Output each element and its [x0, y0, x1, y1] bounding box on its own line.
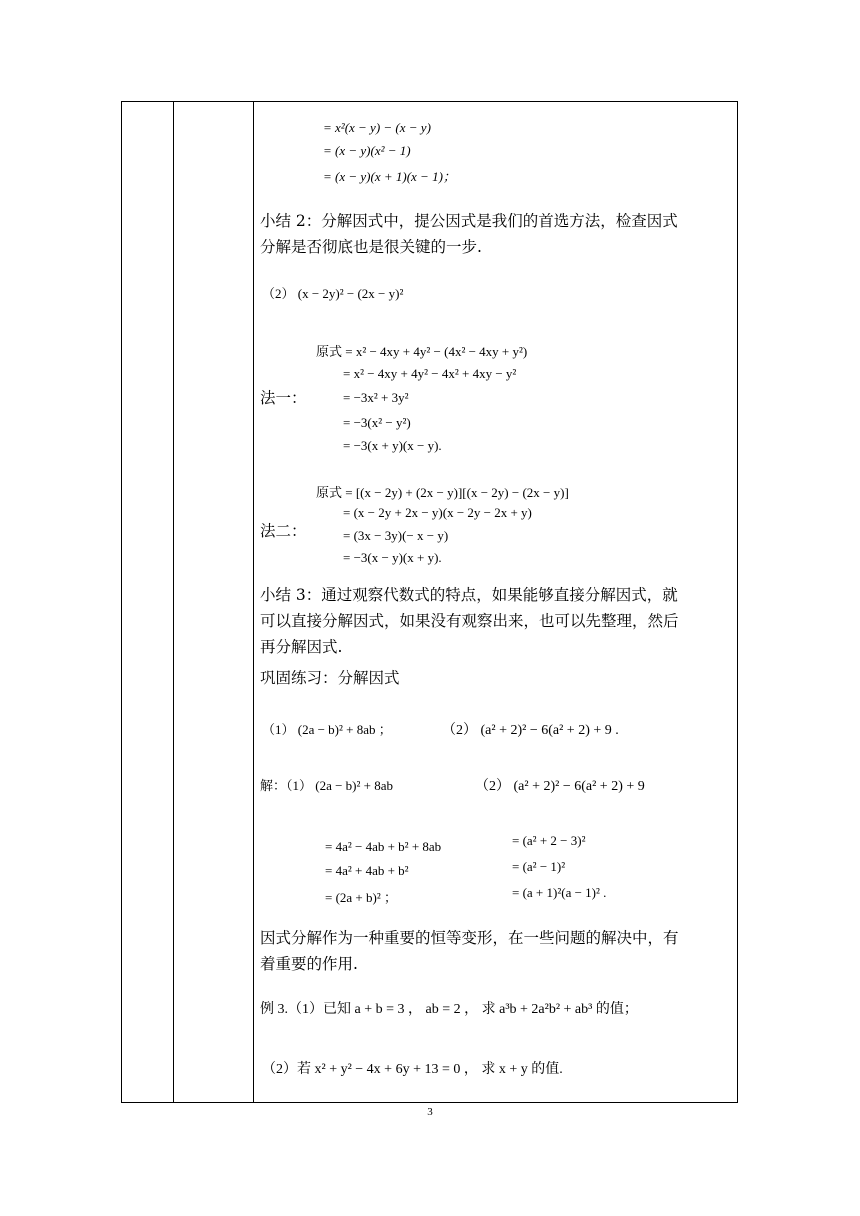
conclusion-line-1: 因式分解作为一种重要的恒等变形，在一些问题的解决中，有	[260, 929, 679, 947]
content-cell	[260, 102, 737, 1102]
column-divider-1	[173, 102, 174, 1102]
method2-line-2: = (x − 2y + 2x − y)(x − 2y − 2x + y)	[343, 505, 532, 520]
page-number: 3	[427, 1106, 433, 1118]
step1-line-3: = (x − y)(x + 1)(x − 1)；	[323, 169, 456, 184]
solution2-line-3: = (a + 1)²(a − 1)² .	[512, 885, 607, 900]
lesson-table	[121, 101, 738, 1103]
method1-line-5: = −3(x + y)(x − y).	[343, 438, 442, 453]
method1-line-4: = −3(x² − y²)	[343, 415, 411, 430]
solution2-line-2: = (a² − 1)²	[512, 859, 566, 874]
solution-q2: （2） (a² + 2)² − 6(a² + 2) + 9	[475, 779, 645, 794]
practice-q1: （1） (2a − b)² + 8ab ；	[262, 722, 392, 737]
example3-q1: 例 3.（1）已知 a + b = 3 ， ab = 2 ， 求 a³b + 2a²b² + ab³ 的值；	[260, 1002, 638, 1017]
method2-line-1: 原式 = [(x − 2y) + (2x − y)][(x − 2y) − (2x − y)]	[316, 485, 569, 500]
method1-line-1: 原式 = x² − 4xy + 4y² − (4x² − 4xy + y²)	[316, 344, 528, 359]
solution-label: 解：（1） (2a − b)² + 8ab	[260, 778, 394, 793]
summary2-line-1: 小结 2：分解因式中，提公因式是我们的首选方法，检查因式	[260, 212, 678, 230]
conclusion-line-2: 着重要的作用.	[260, 955, 358, 973]
example3-q2: （2）若 x² + y² − 4x + 6y + 13 = 0 ， 求 x + y 的值.	[262, 1062, 563, 1077]
step1-line-2: = (x − y)(x² − 1)	[323, 143, 411, 158]
step1-line-1: = x²(x − y) − (x − y)	[323, 120, 431, 135]
summary3-line-3: 再分解因式.	[260, 638, 343, 656]
method1-line-3: = −3x² + 3y²	[343, 390, 409, 405]
practice-title: 巩固练习：分解因式	[260, 669, 400, 687]
problem-2: （2） (x − 2y)² − (2x − y)²	[262, 286, 404, 301]
summary3-line-2: 可以直接分解因式，如果没有观察出来，也可以先整理，然后	[260, 612, 679, 630]
solution1-line-1: = 4a² − 4ab + b² + 8ab	[325, 839, 442, 854]
summary3-line-1: 小结 3：通过观察代数式的特点，如果能够直接分解因式，就	[260, 586, 678, 604]
solution1-line-3: = (2a + b)² ；	[325, 890, 397, 905]
method1-line-2: = x² − 4xy + 4y² − 4x² + 4xy − y²	[343, 366, 517, 381]
method2-line-3: = (3x − 3y)(− x − y)	[343, 528, 449, 543]
practice-q2: （2） (a² + 2)² − 6(a² + 2) + 9 .	[442, 723, 619, 738]
solution1-line-2: = 4a² + 4ab + b²	[325, 863, 409, 878]
method2-line-4: = −3(x − y)(x + y).	[343, 550, 442, 565]
solution2-line-1: = (a² + 2 − 3)²	[512, 833, 586, 848]
summary2-line-2: 分解是否彻底也是很关键的一步.	[260, 238, 482, 256]
method1-label: 法一：	[260, 389, 307, 407]
column-divider-2	[253, 102, 254, 1102]
method2-label: 法二：	[260, 522, 307, 540]
